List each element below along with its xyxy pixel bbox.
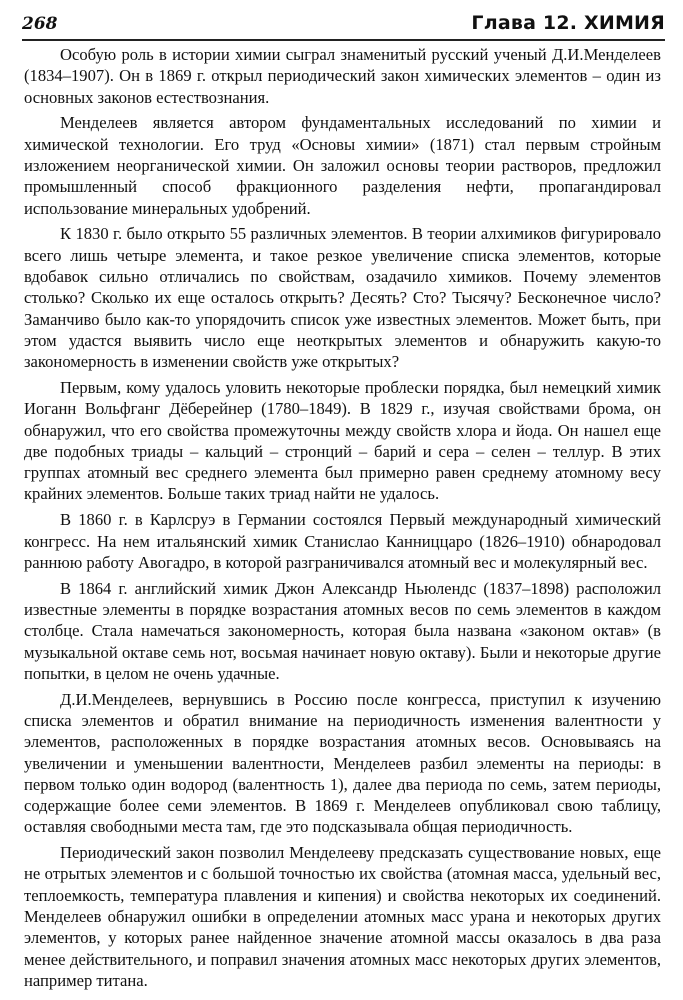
body-text bbox=[24, 44, 661, 996]
chapter-title: Глава 12. ХИМИЯ bbox=[471, 12, 665, 34]
header-rule bbox=[22, 39, 665, 41]
page-number: 268 bbox=[22, 14, 58, 34]
paragraph: В 1864 г. английский химик Джон Александр Ньюлендс (1837–1898) расположил известные элементы в порядке возрастания атомных весов по семь элементов в каждом столбце. Стала намечаться закономерность, которая была названа «законом октав» (в музыкальной октаве семь нот, восьмая начинает новую октаву). Были и некоторые другие попытки, в целом не очень удачные. bbox=[24, 578, 661, 683]
paragraph: Первым, кому удалось уловить некоторые проблески порядка, был немецкий химик Иоганн Вольфганг Дёберейнер (1780–1849). В 1829 г., изучая свойствами брома, он обнаружил, что его свойства промежуточны между свойств хлора и йода. Он нашел еще две подобных триады – кальций – стронций – барий и сера – селен – теллур. В этих группах атомный вес среднего элемента был примерно равен среднему атомному весу крайних элементов. Больше таких триад найти не удалось. bbox=[24, 377, 661, 504]
paragraph: Периодический закон позволил Менделееву предсказать существование новых, еще не отрытых элементов и с большой точностью их свойства (атомная масса, удельный вес, теплоемкость, температура плавления и кипения) и свойства некоторых их соединений. Менделеев обнаружил ошибки в определении атомных масс урана и некоторых других элементов, у которых ранее найденное значение атомной массы оказалось в два раза менее действительного, и поправил значения атомных масс некоторых других элементов, например титана. bbox=[24, 843, 661, 990]
paragraph: В 1860 г. в Карлсруэ в Германии состоялся Первый международный химический конгресс. На нем итальянский химик Станислао Канниццаро (1826–1910) обнародовал раннюю работу Авогадро, в которой разграничивался атомный вес и молекулярный вес. bbox=[24, 510, 661, 572]
paragraph: Д.И.Менделеев, вернувшись в Россию после конгресса, приступил к изучению списка элементов и обратил внимание на периодичность изменения валентности у элементов, расположенных в порядке возрастания атомных весов. Основываясь на увеличении и уменьшении валентности, Менделеев разбил элементы на периоды: в первом только один водород (валентность 1), далее два периода по семь, затем периоды, содержащие более семи элементов. В 1869 г. Менделеев опубликовал свою таблицу, оставляя свободными места там, где это подсказывала общая периодичность. bbox=[24, 689, 661, 837]
paragraph: Менделеев является автором фундаментальных исследований по химии и химической технологии. Его труд «Основы химии» (1871) стал первым стройным изложением неорганической химии. Он заложил основы теории растворов, предложил промышленный способ фракционного разделения нефти, пропагандировал использование минеральных удобрений. bbox=[24, 113, 661, 218]
paragraph: Особую роль в истории химии сыграл знаменитый русский ученый Д.И.Менделеев (1834–1907). Он в 1869 г. открыл периодический закон химических элементов – один из основных законов естествознания. bbox=[24, 45, 661, 107]
page-header bbox=[22, 12, 665, 38]
paragraph: К 1830 г. было открыто 55 различных элементов. В теории алхимиков фигурировало всего лишь четыре элемента, и такое резкое увеличение списка элементов, которые вдобавок сильно отличались по свойствам, озадачило химиков. Почему элементов столько? Сколько их еще осталось открыть? Десять? Сто? Тысячу? Бесконечное число? Заманчиво было как-то упорядочить список уже известных элементов. Может быть, при этом удастся выявить число еще неоткрытых элементов и обнаружить какую-то закономерность в изменении свойств уже открытых? bbox=[24, 224, 661, 372]
